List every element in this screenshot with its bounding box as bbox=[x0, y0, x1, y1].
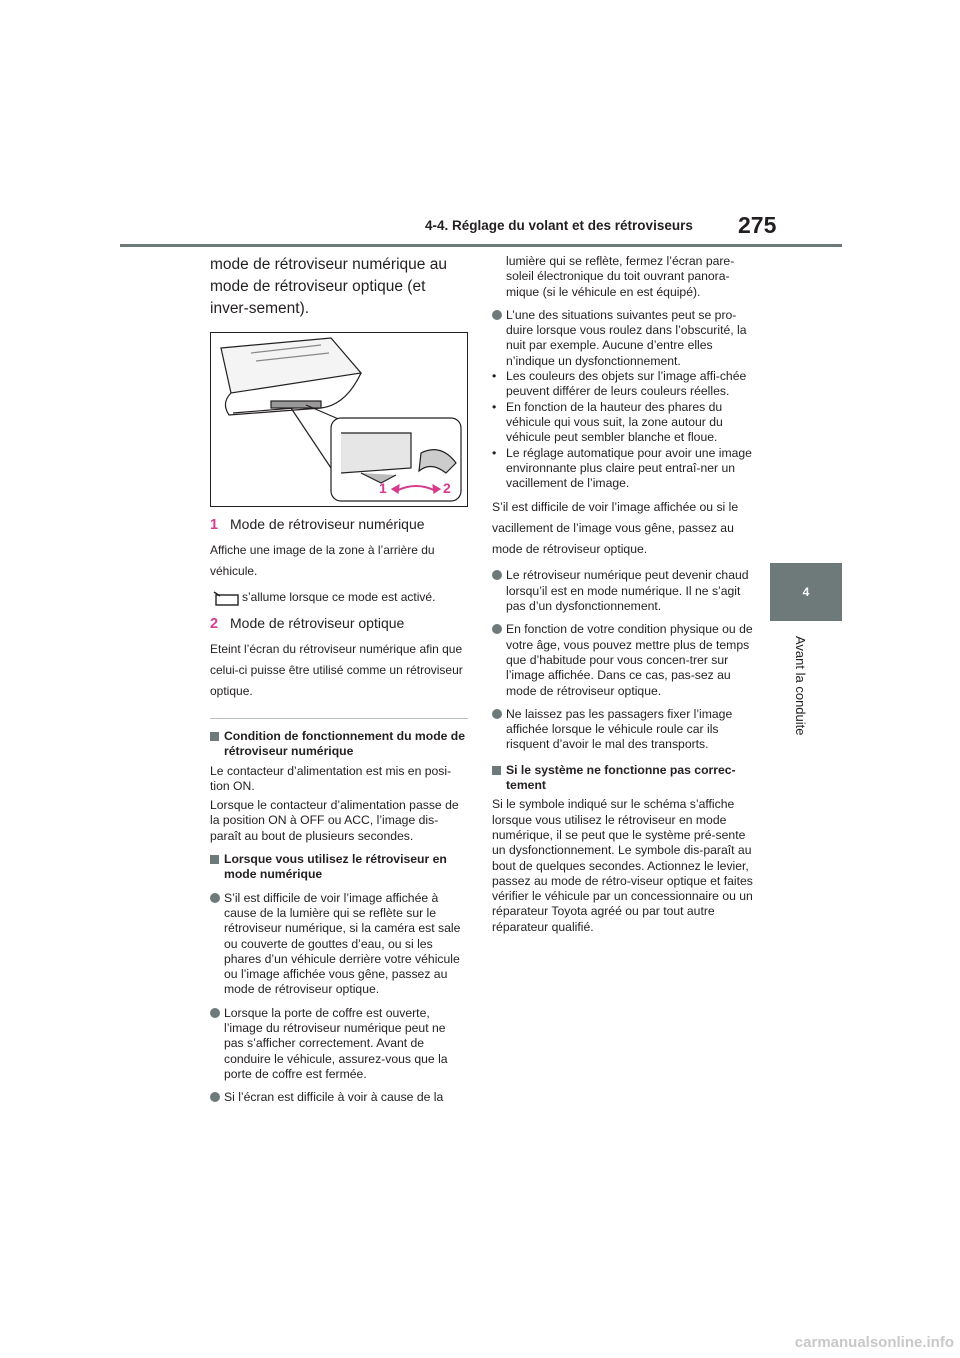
item-2-heading bbox=[210, 614, 468, 633]
figure-label-2: 2 bbox=[443, 480, 451, 496]
usage-bullet-3-continued: lumière qui se reflète, fermez l’écran pare-soleil électronique du toit ouvrant panora-mique (si le véhicule en est équipé). bbox=[506, 254, 735, 299]
usage-bullet-3: Si l’écran est difficile à voir à cause de la bbox=[210, 1090, 468, 1105]
usage-bullet-6: En fonction de votre condition physique ou de votre âge, vous pouvez mettre plus de temps que d’habitude pour vous concen-trer sur l’image affichée. Dans ce cas, pas-sez au mode de rétroviseur optique. bbox=[492, 622, 756, 698]
usage-bullet-5: Le rétroviseur numérique peut devenir chaud lorsqu’il est en mode numérique. Il ne s’agit pas d’un dysfonctionnement. bbox=[492, 568, 756, 614]
usage-bullet-7: Ne laissez pas les passagers fixer l’image affichée lorsque le véhicule roule car ils risquent d’avoir le mal des transports. bbox=[492, 707, 756, 753]
right-column bbox=[492, 254, 756, 935]
circle-bullet-icon bbox=[492, 570, 502, 580]
condition-paragraph-1: Le contacteur d’alimentation est mis en posi-tion ON. bbox=[210, 763, 452, 793]
page-number: 275 bbox=[738, 212, 777, 238]
separator bbox=[210, 718, 468, 719]
left-column bbox=[210, 254, 468, 1106]
figure-label-1: 1 bbox=[379, 480, 387, 496]
usage-bullet-2: Lorsque la porte de coffre est ouverte, l’image du rétroviseur numérique peut ne pas s’afficher correctement. Avant de conduire le véhicule, assurez-vous que la porte de coffre est fermée. bbox=[210, 1006, 468, 1082]
usage-bullet-1: S’il est difficile de voir l’image affichée à cause de la lumière qui se reflète sur le rétroviseur numérique, si la caméra est sale ou couverte de gouttes d’eau, ou si les phares d’un véhicule derrière votre véhicule ou l’image affichée vous gêne, passez au mode de rétroviseur optique. bbox=[210, 891, 468, 998]
mirror-illustration bbox=[211, 333, 467, 506]
chapter-label: Avant la conduite bbox=[793, 636, 808, 736]
circle-bullet-icon bbox=[210, 1092, 220, 1102]
item-1-heading bbox=[210, 515, 468, 534]
mirror-figure bbox=[210, 332, 468, 507]
item-1-text: Affiche une image de la zone à l’arrière du véhicule. bbox=[210, 543, 435, 578]
square-bullet-icon bbox=[492, 766, 501, 775]
chapter-number: 4 bbox=[802, 585, 810, 599]
item-2-title: Mode de rétroviseur optique bbox=[230, 615, 405, 631]
section-usage-title: Lorsque vous utilisez le rétroviseur en mode numérique bbox=[224, 852, 447, 882]
sub-bullet-3: • Le réglage automatique pour avoir une image environnante plus claire peut entraî-ner un vacillement de l’image. bbox=[492, 445, 752, 491]
running-header: 4-4. Réglage du volant et des rétroviseurs bbox=[425, 218, 693, 233]
circle-bullet-icon bbox=[210, 1008, 220, 1018]
section-condition-heading bbox=[210, 729, 468, 760]
square-bullet-icon bbox=[210, 855, 219, 864]
square-bullet-icon bbox=[210, 732, 219, 741]
sub-bullet-2: • En fonction de la hauteur des phares du véhicule qui vous suit, la zone autour du véhicule peut sembler blanche et floue. bbox=[492, 399, 723, 445]
sub-bullet-1: • Les couleurs des objets sur l’image affi-chée peuvent différer de leurs couleurs réelles. bbox=[492, 369, 747, 399]
item-1-title: Mode de rétroviseur numérique bbox=[230, 516, 425, 532]
item-2-text: Eteint l’écran du rétroviseur numérique afin que celui-ci puisse être utilisé comme un rétroviseur optique. bbox=[210, 642, 463, 698]
chapter-tab bbox=[770, 563, 842, 621]
condition-paragraph-2: Lorsque le contacteur d’alimentation passe de la position ON à OFF ou ACC, l’image dis-paraît au bout de plusieurs secondes. bbox=[210, 798, 459, 843]
digital-mirror-icon bbox=[210, 590, 240, 606]
circle-bullet-icon bbox=[492, 310, 502, 320]
circle-bullet-icon bbox=[492, 624, 502, 634]
section-malfunction-heading bbox=[492, 763, 756, 794]
intro-text: mode de rétroviseur numérique au mode de rétroviseur optique (et inver-sement). bbox=[210, 256, 447, 317]
section-malfunction-title: Si le système ne fonctionne pas correc-tement bbox=[506, 762, 736, 793]
footer-watermark: carmanualsonline.info bbox=[794, 1334, 954, 1351]
item-1-icon-text: s’allume lorsque ce mode est activé. bbox=[242, 590, 436, 605]
circle-bullet-icon bbox=[210, 893, 220, 903]
circle-bullet-icon bbox=[492, 709, 502, 719]
usage-bullet-4: L’une des situations suivantes peut se pro-duire lorsque vous roulez dans l’obscurité, la nuit par exemple. Aucune d’entre elles n’indique un dysfonctionnement. bbox=[492, 308, 756, 369]
item-2-number: 2 bbox=[210, 616, 219, 632]
item-1-icon-line bbox=[210, 590, 468, 606]
section-usage-heading bbox=[210, 852, 468, 883]
item-1-number: 1 bbox=[210, 517, 219, 533]
malfunction-paragraph: Si le symbole indiqué sur le schéma s’affiche lorsque vous utilisez le rétroviseur en mode numérique, il se peut que le système pré-sente un dysfonctionnement. Le symbole dis-paraît au bout de quelques secondes. Actionnez le levier, passez au mode de rétro-viseur optique et faites vérifier le véhicule par un concessionnaire ou un réparateur Toyota agréé ou par tout autre réparateur qualifié. bbox=[492, 797, 753, 934]
header-rule bbox=[120, 244, 842, 247]
section-condition-title: Condition de fonctionnement du mode de rétroviseur numérique bbox=[224, 729, 466, 759]
usage-paragraph: S’il est difficile de voir l’image affichée ou si le vacillement de l’image vous gêne, passez au mode de rétroviseur optique. bbox=[492, 500, 739, 557]
